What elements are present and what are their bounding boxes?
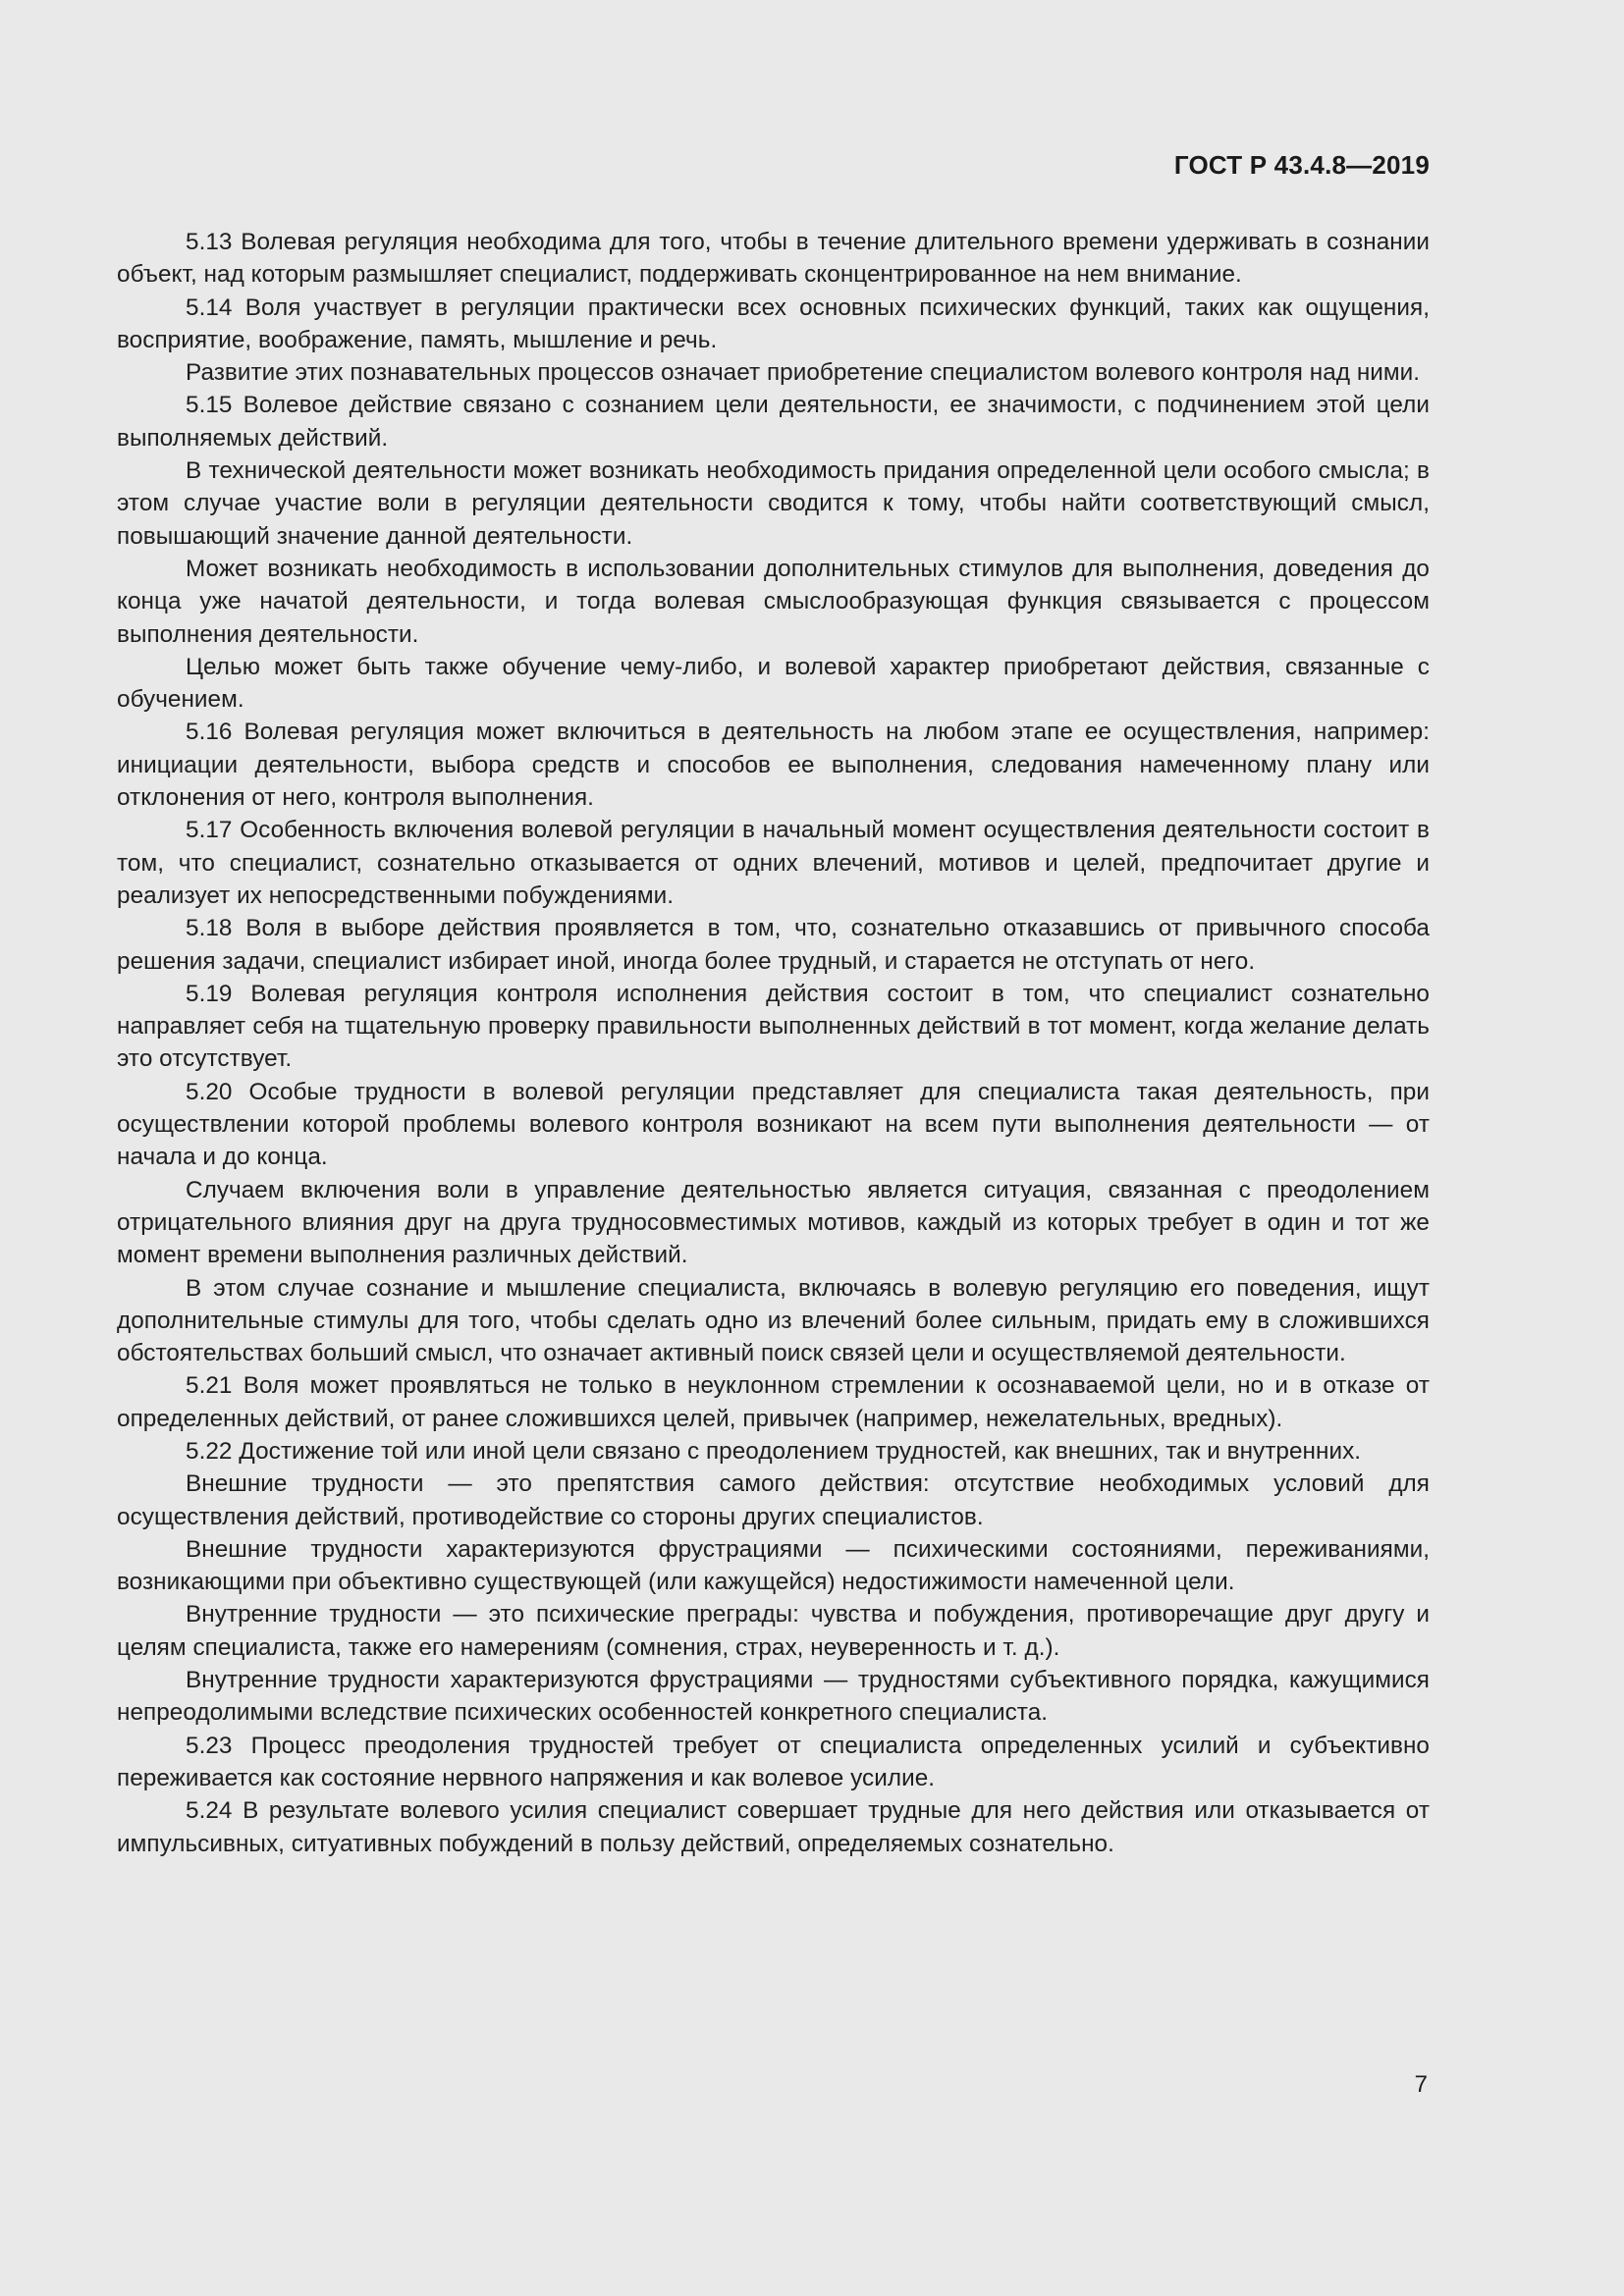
paragraph-5-19: 5.19 Волевая регуляция контроля исполнения действия состоит в том, что специалист сознательно направляет себя на тщательную проверку правильности выполненных действий в тот момент, когда желание делать это отсутствует. — [117, 980, 1430, 1073]
paragraph-5-22: 5.22 Достижение той или иной цели связано с преодолением трудностей, как внешних, так и внутренних. — [186, 1437, 1362, 1465]
paragraph: Внешние трудности характеризуются фрустрациями — психическими состояниями, переживаниями, возникающими при объективно существующей (или кажущейся) недостижимости намеченной цели. — [117, 1535, 1430, 1596]
paragraph: Целью может быть также обучение чему-либо, и волевой характер приобретают действия, связанные с обучением. — [117, 653, 1430, 714]
paragraph: В этом случае сознание и мышление специалиста, включаясь в волевую регуляцию его поведения, ищут дополнительные стимулы для того, чтобы сделать одно из влечений более сильным, придать ему в сложившихся обстоятельствах больший смысл, что означает активный поиск связей цели и осуществляемой деятельности. — [117, 1274, 1430, 1367]
paragraph: Может возникать необходимость в использовании дополнительных стимулов для выполнения, доведения до конца уже начатой деятельности, и тогда волевая смыслообразующая функция связывается с процессом выполнения деятельности. — [117, 555, 1430, 648]
paragraph: Случаем включения воли в управление деятельностью является ситуация, связанная с преодолением отрицательного влияния друг на друга трудносовместимых мотивов, каждый из которых требует в один и тот же момент времени выполнения различных действий. — [117, 1176, 1430, 1269]
page-number: 7 — [1414, 2071, 1428, 2098]
paragraph-5-24: 5.24 В результате волевого усилия специалист совершает трудные для него действия или отказывается от импульсивных, ситуативных побуждений в пользу действий, определяемых сознательно. — [117, 1797, 1430, 1857]
paragraph: Внутренние трудности — это психические преграды: чувства и побуждения, противоречащие друг другу и целям специалиста, также его намерениям (сомнения, страх, неуверенность и т. д.). — [117, 1601, 1430, 1661]
paragraph-5-23: 5.23 Процесс преодоления трудностей требует от специалиста определенных усилий и субъективно переживается как состояние нервного напряжения и как волевое усилие. — [117, 1732, 1430, 1791]
paragraph-5-17: 5.17 Особенность включения волевой регуляции в начальный момент осуществления деятельности состоит в том, что специалист, сознательно отказывается от одних влечений, мотивов и целей, предпочитает другие и реализует их непосредственными побуждениями. — [117, 817, 1430, 909]
paragraph-5-20: 5.20 Особые трудности в волевой регуляции представляет для специалиста такая деятельность, при осуществлении которой проблемы волевого контроля возникают на всем пути выполнения деятельности — от начала и до конца. — [117, 1078, 1430, 1171]
paragraph: Внешние трудности — это препятствия самого действия: отсутствие необходимых условий для осуществления действий, противодействие со стороны других специалистов. — [117, 1470, 1430, 1530]
standard-code-header: ГОСТ Р 43.4.8—2019 — [1173, 150, 1430, 180]
paragraph-5-15: 5.15 Волевое действие связано с сознанием цели деятельности, ее значимости, с подчинением этой цели выполняемых действий. — [117, 392, 1430, 452]
paragraph-5-21: 5.21 Воля может проявляться не только в неуклонном стремлении к осознаваемой цели, но и в отказе от определенных действий, от ранее сложившихся целей, привычек (например, нежелательных, вредных). — [117, 1372, 1430, 1432]
paragraph-5-14: 5.14 Воля участвует в регуляции практически всех основных психических функций, таких как ощущения, восприятие, воображение, память, мышление и речь. — [117, 294, 1430, 353]
document-body — [117, 226, 1430, 1860]
paragraph: Развитие этих познавательных процессов означает приобретение специалистом волевого контроля над ними. — [186, 359, 1421, 387]
paragraph-5-18: 5.18 Воля в выборе действия проявляется в том, что, сознательно отказавшись от привычного способа решения задачи, специалист избирает иной, иногда более трудный, и старается не отступать от него. — [117, 915, 1430, 975]
paragraph: Внутренние трудности характеризуются фрустрациями — трудностями субъективного порядка, кажущимися непреодолимыми вследствие психических особенностей конкретного специалиста. — [117, 1667, 1430, 1727]
paragraph: В технической деятельности может возникать необходимость придания определенной цели особого смысла; в этом случае участие воли в регуляции деятельности сводится к тому, чтобы найти соответствующий смысл, повышающий значение данной деятельности. — [117, 457, 1430, 550]
paragraph-5-13: 5.13 Волевая регуляция необходима для того, чтобы в течение длительного времени удерживать в сознании объект, над которым размышляет специалист, поддерживать сконцентрированное на нем внимание. — [117, 229, 1430, 289]
paragraph-5-16: 5.16 Волевая регуляция может включиться в деятельность на любом этапе ее осуществления, например: инициации деятельности, выбора средств и способов ее выполнения, следования намеченному плану или отклонения от него, контроля выполнения. — [117, 719, 1430, 812]
